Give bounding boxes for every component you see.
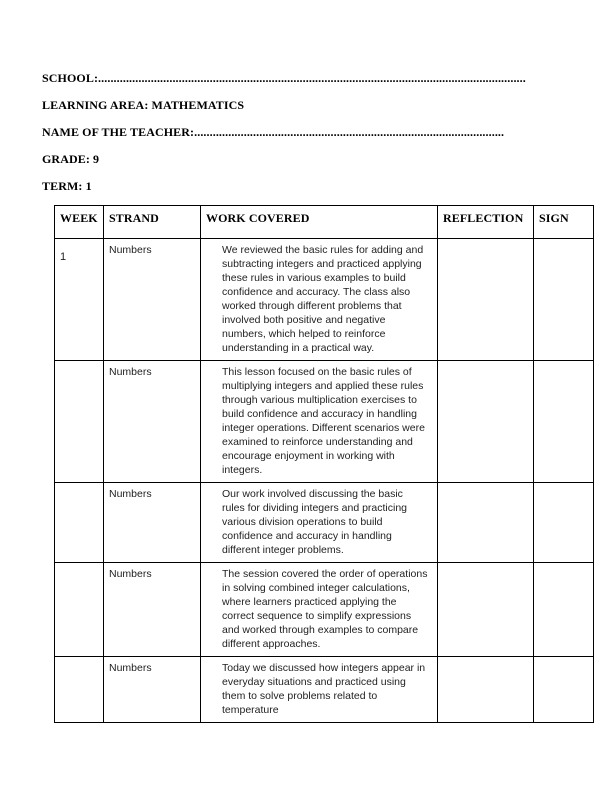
learning-area-line: LEARNING AREA: MATHEMATICS — [42, 98, 245, 112]
table-row — [55, 239, 594, 361]
strand-cell: Numbers — [104, 563, 201, 657]
scheme-of-work-table — [54, 205, 594, 723]
table-header-row — [55, 206, 594, 239]
scheme-table-body — [55, 239, 594, 723]
document-header — [0, 0, 612, 194]
teacher-name-line: NAME OF THE TEACHER:.................................................................................................... — [42, 125, 505, 139]
week-cell — [55, 657, 104, 723]
grade-line: GRADE: 9 — [42, 152, 100, 166]
reflection-cell — [438, 483, 534, 563]
sign-cell — [534, 657, 594, 723]
reflection-cell — [438, 361, 534, 483]
table-row — [55, 361, 594, 483]
term-line: TERM: 1 — [42, 179, 92, 193]
strand-cell: Numbers — [104, 239, 201, 361]
header-week: WEEK — [55, 206, 104, 239]
header-sign: SIGN — [534, 206, 594, 239]
table-row — [55, 483, 594, 563]
school-line: SCHOOL:.......................................................................................................................................... — [42, 71, 526, 85]
table-row — [55, 657, 594, 723]
sign-cell — [534, 361, 594, 483]
week-cell — [55, 483, 104, 563]
sign-cell — [534, 239, 594, 361]
work-covered-cell: Today we discussed how integers appear in everyday situations and practiced using them to solve problems related to temperature — [201, 657, 438, 723]
week-cell: 1 — [55, 239, 104, 361]
reflection-cell — [438, 239, 534, 361]
work-covered-cell: The session covered the order of operations in solving combined integer calculations, where learners practiced applying the correct sequence to simplify expressions and worked through examples to compare different approaches. — [201, 563, 438, 657]
table-row — [55, 563, 594, 657]
strand-cell: Numbers — [104, 361, 201, 483]
header-strand: STRAND — [104, 206, 201, 239]
sign-cell — [534, 483, 594, 563]
sign-cell — [534, 563, 594, 657]
strand-cell: Numbers — [104, 657, 201, 723]
work-covered-cell: We reviewed the basic rules for adding and subtracting integers and practiced applying these rules in various examples to build confidence and accuracy. The class also worked through different problems that involved both positive and negative numbers, which helped to reinforce understanding in a practical way. — [201, 239, 438, 361]
header-work-covered: WORK COVERED — [201, 206, 438, 239]
work-covered-cell: This lesson focused on the basic rules of multiplying integers and applied these rules through various multiplication exercises to build confidence and accuracy in handling integer operations. Different scenarios were examined to reinforce understanding and encourage enjoyment in working with integers. — [201, 361, 438, 483]
week-cell — [55, 563, 104, 657]
reflection-cell — [438, 563, 534, 657]
header-reflection: REFLECTION — [438, 206, 534, 239]
work-covered-cell: Our work involved discussing the basic rules for dividing integers and practicing various division operations to build confidence and accuracy in handling different integer problems. — [201, 483, 438, 563]
strand-cell: Numbers — [104, 483, 201, 563]
reflection-cell — [438, 657, 534, 723]
week-cell — [55, 361, 104, 483]
